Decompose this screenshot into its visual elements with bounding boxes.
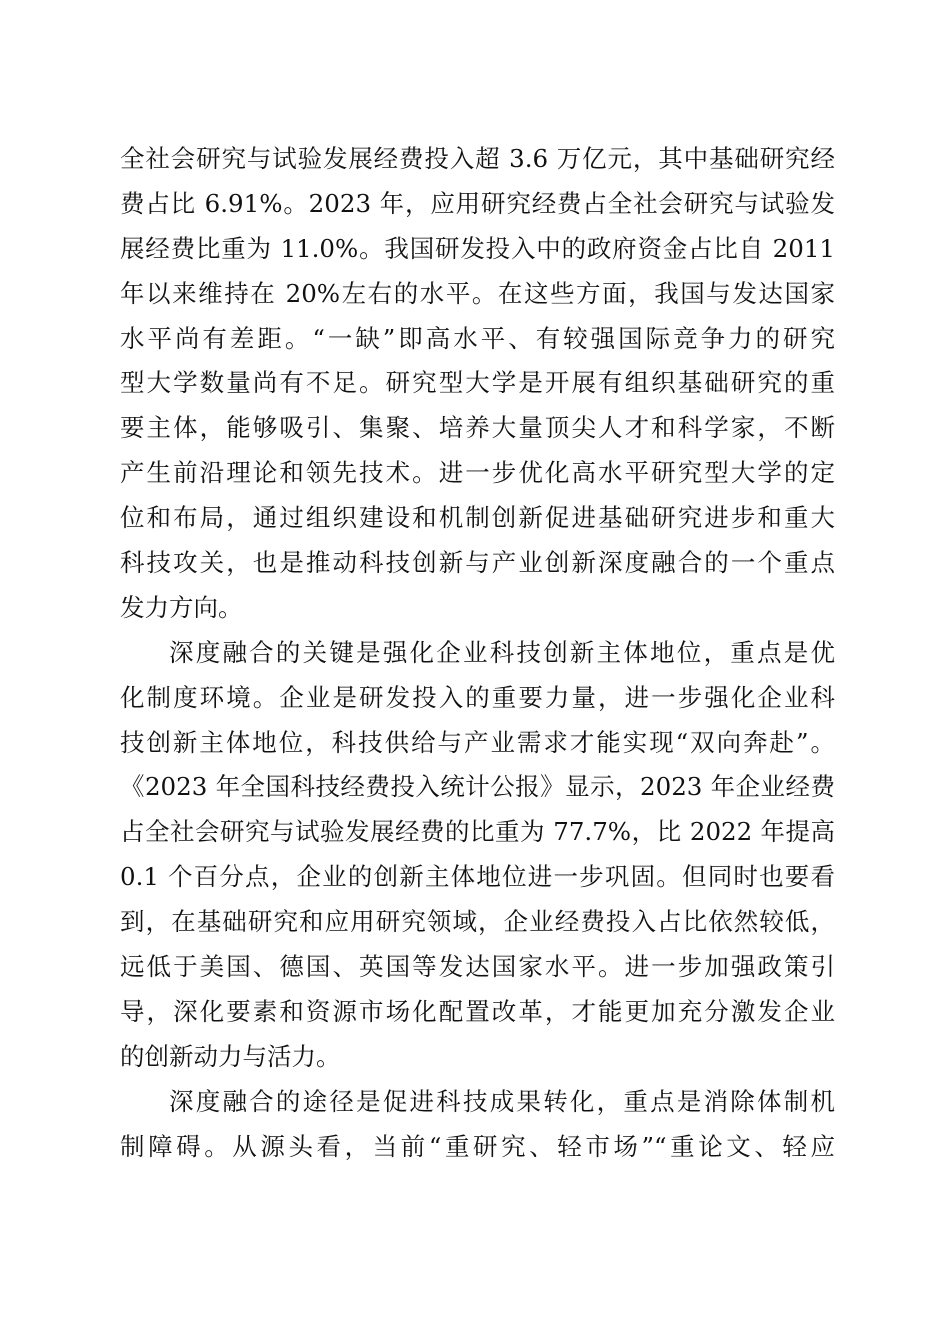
text-line: 水平尚有差距。“一缺”即高水平、有较强国际竞争力的研究 (120, 323, 835, 353)
text-line: 年以来维持在 20%左右的水平。在这些方面，我国与发达国家 (120, 278, 835, 308)
text-line: 发力方向。 (120, 592, 243, 622)
paragraph-1 (120, 137, 835, 631)
text-line: 深度融合的途径是促进科技成果转化，重点是消除体制机 (169, 1086, 835, 1116)
text-line: 深度融合的关键是强化企业科技创新主体地位，重点是优 (169, 637, 835, 667)
text-line: 化制度环境。企业是研发投入的重要力量，进一步强化企业科 (120, 682, 835, 712)
text-line: 位和布局，通过组织建设和机制创新促进基础研究进步和重大 (120, 503, 835, 533)
body-text (120, 137, 835, 1169)
text-line: 产生前沿理论和领先技术。进一步优化高水平研究型大学的定 (120, 458, 835, 488)
text-line: 要主体，能够吸引、集聚、培养大量顶尖人才和科学家，不断 (120, 413, 835, 443)
text-line: 占全社会研究与试验发展经费的比重为 77.7%，比 2022 年提高 (120, 817, 835, 847)
text-line: 全社会研究与试验发展经费投入超 3.6 万亿元，其中基础研究经 (120, 144, 835, 173)
text-line: 《2023 年全国科技经费投入统计公报》显示，2023 年企业经费 (120, 772, 835, 802)
text-line: 展经费比重为 11.0%。我国研发投入中的政府资金占比自 2011 (120, 233, 835, 263)
text-line: 远低于美国、德国、英国等发达国家水平。进一步加强政策引 (120, 952, 835, 982)
text-line: 科技攻关，也是推动科技创新与产业创新深度融合的一个重点 (120, 548, 835, 578)
text-line: 型大学数量尚有不足。研究型大学是开展有组织基础研究的重 (120, 368, 835, 398)
text-line: 费占比 6.91%。2023 年，应用研究经费占全社会研究与试验发 (120, 188, 835, 218)
text-line: 到，在基础研究和应用研究领域，企业经费投入占比依然较低， (120, 907, 835, 937)
paragraph-3 (120, 1080, 835, 1170)
text-line: 技创新主体地位，科技供给与产业需求才能实现“双向奔赴”。 (120, 727, 835, 757)
text-line: 的创新动力与活力。 (120, 1041, 341, 1071)
text-line: 导，深化要素和资源市场化配置改革，才能更加充分激发企业 (120, 996, 835, 1026)
text-line: 0.1 个百分点，企业的创新主体地位进一步巩固。但同时也要看 (120, 862, 835, 892)
text-line: 制障碍。从源头看，当前“重研究、轻市场”“重论文、轻应 (120, 1131, 835, 1161)
paragraph-2 (120, 631, 835, 1080)
